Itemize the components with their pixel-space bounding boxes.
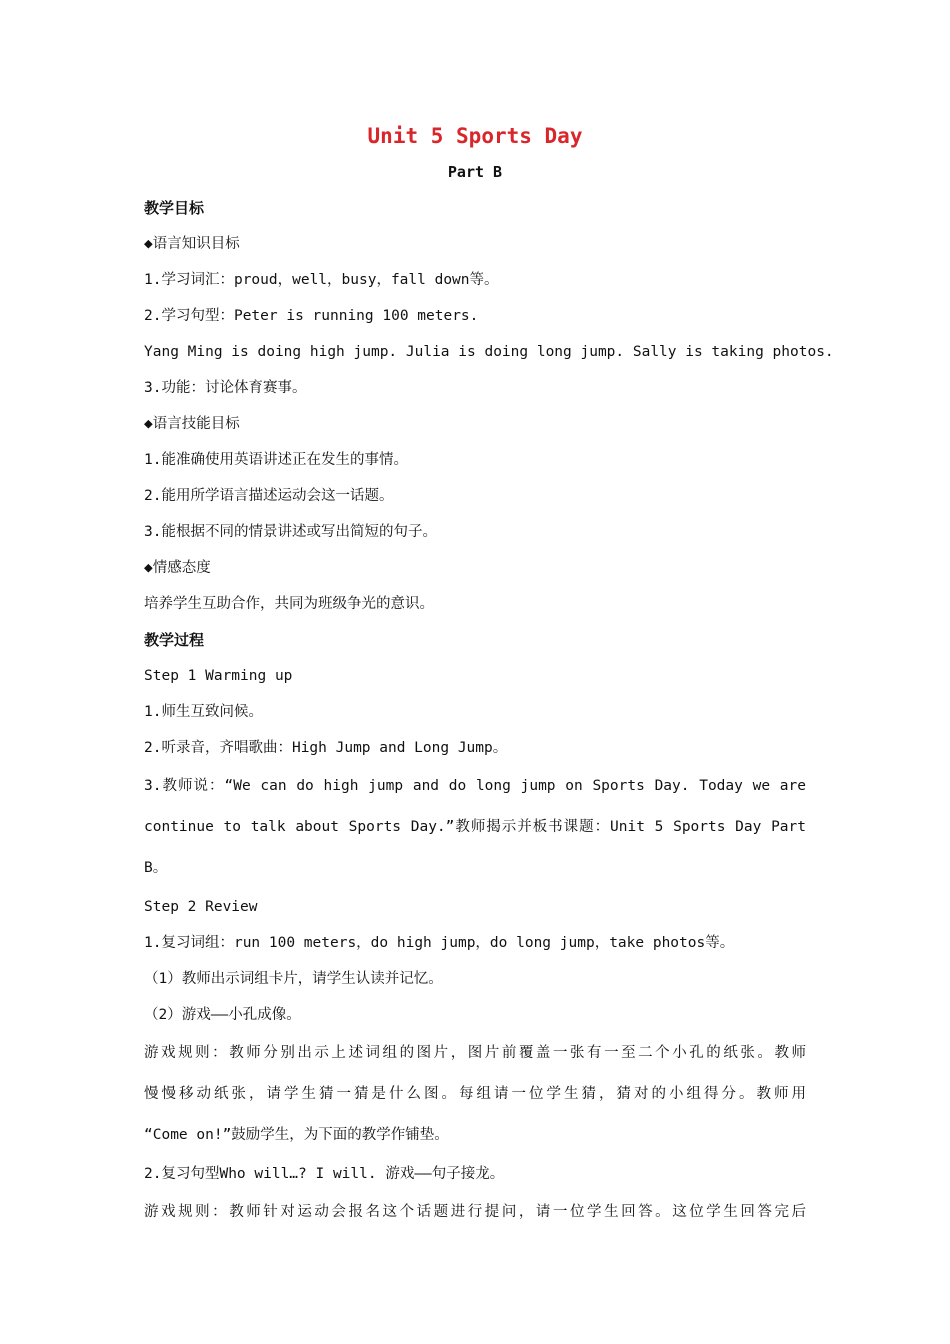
skills-item-3: 3.能根据不同的情景讲述或写出简短的句子。: [144, 524, 437, 540]
step-1-heading: Step 1 Warming up: [144, 668, 293, 684]
process-item-2: 2.听录音，齐唱歌曲：High Jump and Long Jump。: [144, 740, 508, 756]
objectives-heading: 教学目标: [144, 199, 205, 217]
step-2-heading: Step 2 Review: [144, 899, 258, 915]
knowledge-item-2-continued: Yang Ming is doing high jump. Julia is doing long jump. Sally is taking photos.: [144, 344, 834, 360]
skills-item-1: 1.能准确使用英语讲述正在发生的事情。: [144, 452, 408, 468]
game-rules-1: [144, 1033, 806, 1156]
game-rules-2-line-1: 游戏规则：教师针对运动会报名这个话题进行提问，请一位学生回答。这位学生回答完后: [144, 1204, 806, 1220]
process-item-3-line-3: B。: [144, 860, 168, 876]
skills-heading: ◆语言技能目标: [144, 416, 240, 432]
game-rules-1-line-1: 游戏规则：教师分别出示上述词组的图片，图片前覆盖一张有一至二个小孔的纸张。教师: [144, 1045, 806, 1061]
review-item-1: 1.复习词组：run 100 meters，do high jump，do long jump，take photos等。: [144, 935, 735, 951]
knowledge-heading: ◆语言知识目标: [144, 236, 240, 252]
document-subtitle: Part B: [447, 163, 503, 181]
knowledge-item-3: 3.功能：讨论体育赛事。: [144, 380, 307, 396]
process-item-3: [144, 766, 806, 889]
attitude-heading: ◆情感态度: [144, 560, 211, 576]
game-rules-1-line-2: 慢慢移动纸张，请学生猜一猜是什么图。每组请一位学生猜，猜对的小组得分。教师用: [144, 1086, 806, 1102]
review-item-1a: （1）教师出示词组卡片，请学生认读并记忆。: [144, 971, 443, 987]
process-heading: 教学过程: [144, 631, 205, 649]
knowledge-item-1: 1.学习词汇：proud，well，busy，fall down等。: [144, 272, 499, 288]
document-page: [144, 118, 834, 1233]
game-rules-2: [144, 1192, 806, 1233]
process-item-3-line-2: continue to talk about Sports Day.”教师揭示并板书课题：Unit 5 Sports Day Part: [144, 819, 806, 835]
skills-item-2: 2.能用所学语言描述运动会这一话题。: [144, 488, 394, 504]
process-item-1: 1.师生互致问候。: [144, 704, 263, 720]
review-item-2: 2.复习句型Who will…? I will. 游戏——句子接龙。: [144, 1166, 505, 1182]
process-item-3-line-1: 3.教师说：“We can do high jump and do long jump on Sports Day. Today we are: [144, 778, 806, 794]
knowledge-item-2: 2.学习句型：Peter is running 100 meters.: [144, 308, 479, 324]
document-title: Unit 5 Sports Day: [367, 124, 583, 148]
game-rules-1-line-3: “Come on!”鼓励学生，为下面的教学作铺垫。: [144, 1127, 449, 1143]
attitude-item-1: 培养学生互助合作，共同为班级争光的意识。: [144, 596, 434, 612]
review-item-1b: （2）游戏——小孔成像。: [144, 1007, 301, 1023]
